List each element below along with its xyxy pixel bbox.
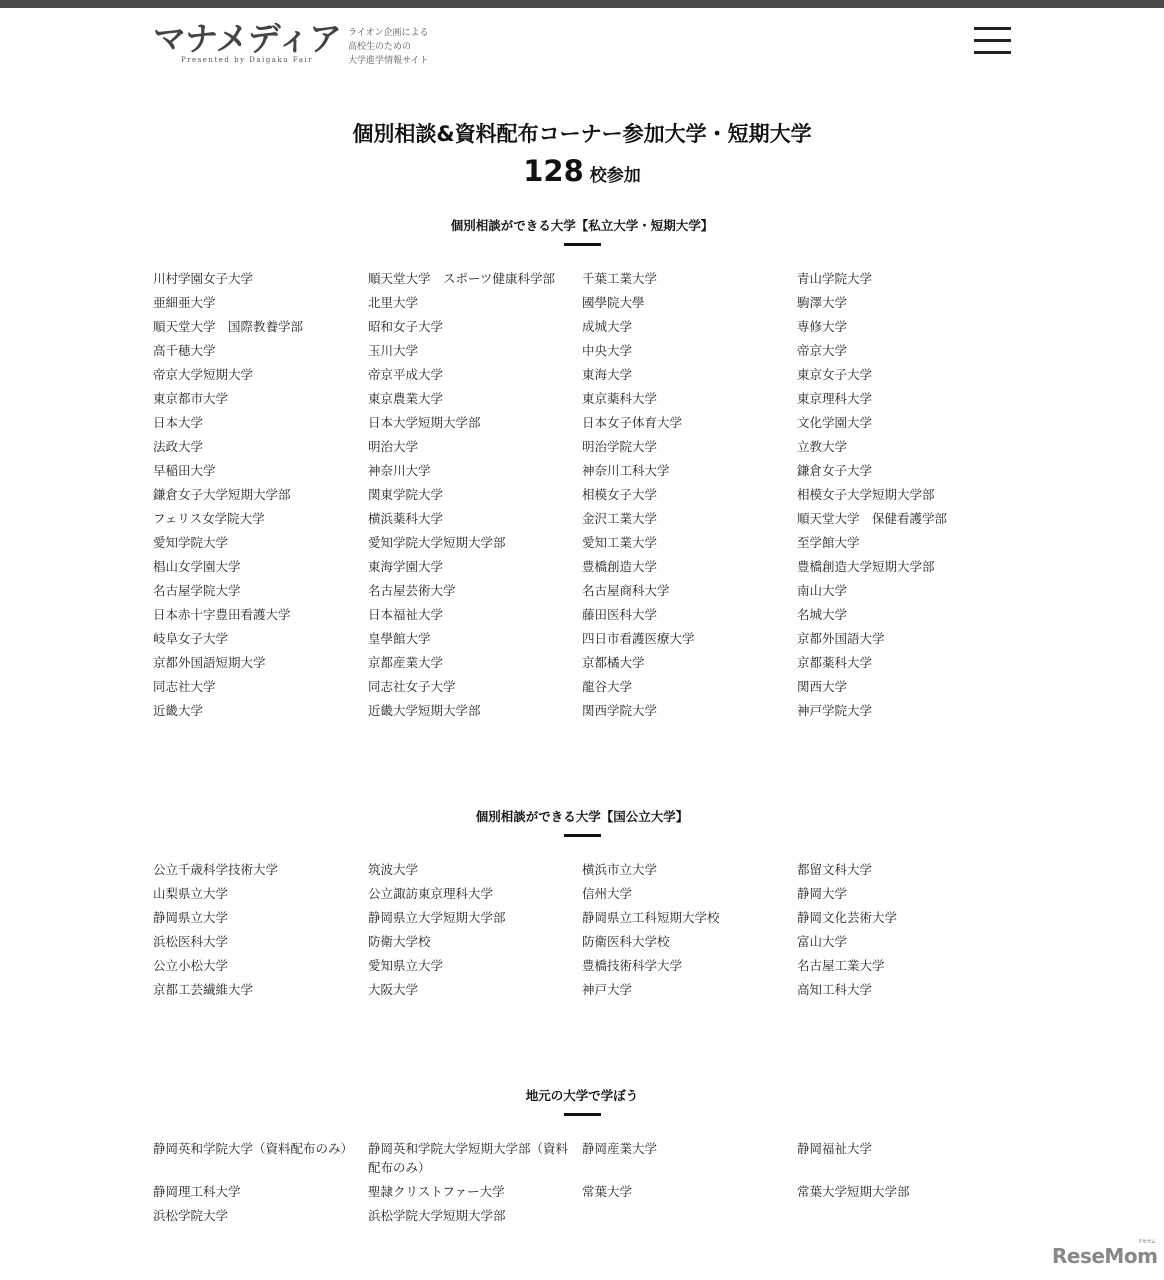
university-item: 中央大学: [582, 343, 633, 358]
resemom-watermark: [1052, 1239, 1158, 1268]
university-item: 名古屋芸術大学: [368, 583, 456, 598]
university-item: フェリス女学院大学: [153, 511, 265, 526]
university-item: 皇學館大学: [368, 631, 431, 646]
top-bar: [0, 0, 1164, 8]
university-item: 帝京大学短期大学: [153, 367, 254, 382]
university-item: 京都産業大学: [368, 655, 444, 670]
university-item: 静岡産業大学: [582, 1141, 658, 1156]
university-item: 順天堂大学 保健看護学部: [797, 511, 948, 526]
page-title: 個別相談&資料配布コーナー参加大学・短期大学: [352, 122, 812, 146]
hamburger-menu-icon[interactable]: [974, 27, 1011, 55]
university-item: 金沢工業大学: [582, 511, 658, 526]
logo-subtext: Presented by Daigaku Fair: [181, 56, 314, 64]
university-item: 静岡英和学院大学短期大学部（資料配布のみ）: [368, 1141, 569, 1175]
university-item: 日本大学: [153, 415, 204, 430]
university-item: 公立小松大学: [153, 958, 229, 973]
university-item: 関東学院大学: [368, 487, 444, 502]
university-item: 南山大学: [797, 583, 848, 598]
university-item: 東京薬科大学: [582, 391, 658, 406]
university-item: 北里大学: [368, 295, 419, 310]
university-item: 法政大学: [153, 439, 204, 454]
university-item: 浜松医科大学: [153, 934, 229, 949]
university-item: 神戸学院大学: [797, 703, 873, 718]
watermark-small: リセマム: [1137, 1239, 1156, 1245]
university-item: 同志社女子大学: [368, 679, 456, 694]
university-item: 名城大学: [797, 607, 848, 622]
participant-count: [0, 154, 1164, 188]
local-university-list: [153, 1139, 1013, 1225]
university-item: 京都外国語大学: [797, 631, 885, 646]
university-item: 防衛医科大学校: [582, 934, 670, 949]
count-number: 128: [523, 154, 584, 188]
university-item: 明治大学: [368, 439, 419, 454]
university-item: 早稲田大学: [153, 463, 216, 478]
section-divider: [564, 243, 601, 246]
university-item: 明治学院大学: [582, 439, 658, 454]
section-title-public: 個別相談ができる大学【国公立大学】: [475, 809, 689, 824]
university-item: 日本大学短期大学部: [368, 415, 481, 430]
section-title-private: 個別相談ができる大学【私立大学・短期大学】: [450, 218, 714, 233]
university-item: 豊橋創造大学短期大学部: [797, 559, 935, 574]
university-item: 高千穂大学: [153, 343, 216, 358]
university-item: 千葉工業大学: [582, 271, 658, 286]
university-item: 名古屋学院大学: [153, 583, 241, 598]
university-item: 日本女子体育大学: [582, 415, 683, 430]
university-item: 横浜市立大学: [582, 862, 658, 877]
university-item: 京都外国語短期大学: [153, 655, 266, 670]
university-item: 文化学園大学: [797, 415, 873, 430]
university-item: 近畿大学短期大学部: [368, 703, 481, 718]
university-item: 青山学院大学: [797, 271, 873, 286]
university-item: 専修大学: [797, 319, 848, 334]
university-item: 関西大学: [797, 679, 848, 694]
private-university-list: [153, 269, 1013, 720]
university-item: 横浜薬科大学: [368, 511, 444, 526]
university-item: 相模女子大学: [582, 487, 658, 502]
watermark-text: ReseMom: [1052, 1244, 1158, 1268]
university-item: 名古屋商科大学: [582, 583, 670, 598]
section-title-local: 地元の大学で学ぼう: [525, 1088, 639, 1103]
site-logo[interactable]: [153, 19, 342, 64]
university-item: 順天堂大学 国際教養学部: [153, 319, 304, 334]
university-item: 筑波大学: [368, 862, 419, 877]
university-item: 神戸大学: [582, 982, 633, 997]
university-item: 浜松学院大学短期大学部: [368, 1208, 506, 1223]
university-item: 関西学院大学: [582, 703, 658, 718]
section-divider: [564, 1113, 601, 1116]
university-item: 高知工科大学: [797, 982, 873, 997]
university-item: 名古屋工業大学: [797, 958, 885, 973]
logo-text: マナメディア: [153, 19, 342, 58]
university-item: 東海大学: [582, 367, 633, 382]
section-divider: [564, 834, 601, 837]
university-item: 常葉大学短期大学部: [797, 1184, 910, 1199]
tagline-line: 大学進学情報サイト: [348, 56, 429, 66]
university-item: 京都薬科大学: [797, 655, 873, 670]
university-item: 神奈川大学: [368, 463, 431, 478]
university-item: 東京都市大学: [153, 391, 229, 406]
university-item: 愛知県立大学: [368, 958, 444, 973]
university-item: 浜松学院大学: [153, 1208, 229, 1223]
university-item: 川村学園女子大学: [153, 271, 254, 286]
tagline-line: ライオン企画による: [348, 28, 429, 38]
university-item: 静岡福祉大学: [797, 1141, 873, 1156]
university-item: 公立諏訪東京理科大学: [368, 886, 494, 901]
university-item: 静岡県立大学: [153, 910, 229, 925]
university-item: 鎌倉女子大学: [797, 463, 873, 478]
university-item: 静岡県立工科短期大学校: [582, 910, 720, 925]
university-item: 日本赤十字豊田看護大学: [153, 607, 291, 622]
university-item: 豊橋創造大学: [582, 559, 658, 574]
university-item: 帝京平成大学: [368, 367, 444, 382]
university-item: 相模女子大学短期大学部: [797, 487, 935, 502]
university-item: 東京女子大学: [797, 367, 873, 382]
tagline-line: 高校生のための: [348, 42, 412, 52]
university-item: 富山大学: [797, 934, 848, 949]
tagline: [348, 26, 428, 68]
university-item: 信州大学: [582, 886, 633, 901]
university-item: 亜細亜大学: [153, 295, 216, 310]
university-item: 常葉大学: [582, 1184, 633, 1199]
university-item: 同志社大学: [153, 679, 216, 694]
university-item: 四日市看護医療大学: [582, 631, 695, 646]
count-unit: 校参加: [589, 166, 641, 186]
university-item: 玉川大学: [368, 343, 419, 358]
university-item: 近畿大学: [153, 703, 204, 718]
university-item: 東京農業大学: [368, 391, 444, 406]
university-item: 大阪大学: [368, 982, 419, 997]
university-item: 昭和女子大学: [368, 319, 444, 334]
university-item: 愛知学院大学: [153, 535, 229, 550]
university-item: 龍谷大学: [582, 679, 633, 694]
university-item: 豊橋技術科学大学: [582, 958, 683, 973]
university-item: 岐阜女子大学: [153, 631, 229, 646]
university-item: 國學院大學: [582, 295, 645, 310]
university-item: 日本福祉大学: [368, 607, 444, 622]
university-item: 京都橘大学: [582, 655, 645, 670]
university-item: 静岡理工科大学: [153, 1184, 241, 1199]
university-item: 至学館大学: [797, 535, 860, 550]
university-item: 公立千歳科学技術大学: [153, 862, 279, 877]
university-item: 愛知工業大学: [582, 535, 658, 550]
university-item: 東海学園大学: [368, 559, 444, 574]
university-item: 藤田医科大学: [582, 607, 658, 622]
university-item: 立教大学: [797, 439, 848, 454]
university-item: 鎌倉女子大学短期大学部: [153, 487, 291, 502]
university-item: 静岡文化芸術大学: [797, 910, 898, 925]
public-university-list: [153, 860, 1013, 999]
university-item: 愛知学院大学短期大学部: [368, 535, 506, 550]
university-item: 帝京大学: [797, 343, 848, 358]
university-item: 防衛大学校: [368, 934, 431, 949]
university-item: 山梨県立大学: [153, 886, 229, 901]
university-item: 駒澤大学: [797, 295, 848, 310]
university-item: 静岡英和学院大学（資料配布のみ）: [153, 1141, 354, 1156]
university-item: 椙山女学園大学: [153, 559, 241, 574]
university-item: 神奈川工科大学: [582, 463, 670, 478]
university-item: 聖隷クリストファー大学: [368, 1184, 505, 1199]
university-item: 静岡大学: [797, 886, 848, 901]
university-item: 静岡県立大学短期大学部: [368, 910, 506, 925]
university-item: 順天堂大学 スポーツ健康科学部: [368, 271, 556, 286]
university-item: 東京理科大学: [797, 391, 873, 406]
university-item: 京都工芸繊維大学: [153, 982, 254, 997]
university-item: 成城大学: [582, 319, 633, 334]
university-item: 都留文科大学: [797, 862, 873, 877]
